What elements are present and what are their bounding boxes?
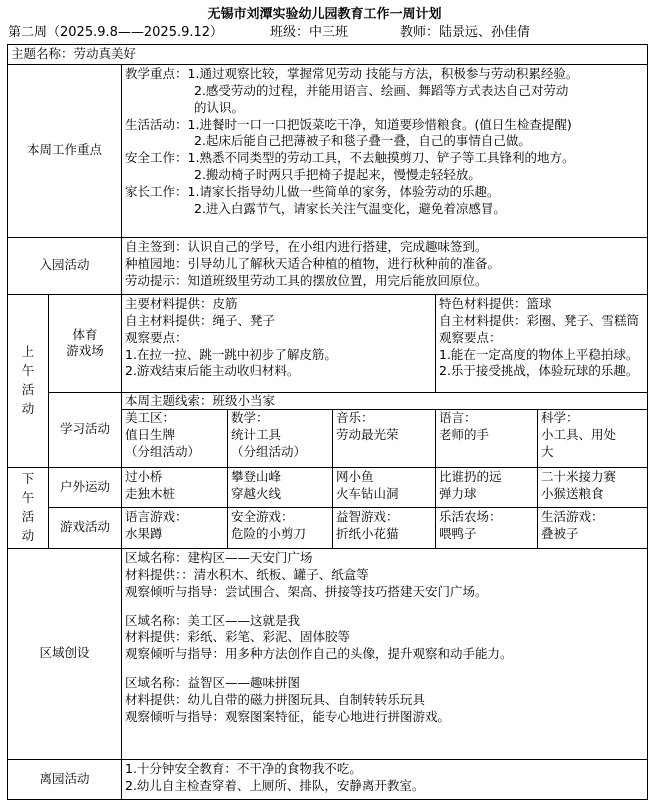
departure-line-1: 1.十分钟安全教育：不干净的食物我不吃。: [125, 760, 362, 776]
outdoor-cell-5: [538, 467, 648, 507]
sports-left-line-5: 2.游戏结束后能主动收归材料。: [125, 363, 300, 379]
study-cell-music-topic: 劳动最光荣: [336, 426, 399, 442]
area-block-2-material: 材料提供：彩纸、彩笔、彩泥、固体胶等: [125, 629, 351, 645]
study-cell-math-topic: 统计工具: [231, 426, 282, 442]
afternoon-label-char-1: 下: [21, 471, 35, 487]
area-block-3-material: 材料提供：幼儿自带的磁力拼图玩具、自制转转乐玩具: [125, 692, 426, 707]
teaching-point-2b: 的认识。: [194, 99, 245, 115]
game-cell-3-type: 益智游戏：: [336, 508, 399, 524]
morning-label: [8, 294, 49, 467]
outdoor-cell-1-line-1: 过小桥: [125, 468, 163, 484]
study-cell-art-note: （分组活动）: [125, 443, 201, 459]
study-cell-music: [333, 410, 436, 467]
afternoon-game-row: [8, 507, 648, 548]
outdoor-cell-4-line-2: 弹力球: [439, 485, 477, 501]
study-cell-music-title: 音乐：: [336, 409, 374, 425]
sports-left-line-4: 1.在拉一拉、跳一跳中初步了解皮筋。: [125, 346, 337, 362]
arrival-content: [122, 237, 648, 294]
weekly-plan-table: [7, 44, 648, 800]
plan-header: [8, 24, 648, 42]
outdoor-label: 户外运动: [49, 467, 122, 507]
arrival-label: 入园活动: [8, 237, 122, 294]
area-block-2-name: 区域名称：美工区——这就是我: [125, 612, 301, 628]
morning-label-char-2: 午: [21, 363, 35, 379]
life-point-2: 2.起床后能自己把薄被子和毯子叠一叠，自己的事情自己做。: [194, 133, 531, 149]
afternoon-label-char-2: 午: [21, 490, 35, 506]
sports-right-line-2: 自主材料提供：彩圈、凳子、雪糕筒: [439, 312, 640, 328]
outdoor-cell-2-line-1: 攀登山峰: [231, 468, 282, 484]
game-label: 游戏活动: [49, 507, 122, 548]
sports-left-line-1: 主要材料提供：皮筋: [125, 295, 238, 311]
outdoor-cell-1: [122, 467, 228, 507]
game-cell-2-type: 安全游戏：: [231, 508, 294, 524]
game-cell-5-name: 叠被子: [541, 525, 579, 541]
morning-label-char-1: 上: [21, 344, 35, 360]
study-cell-art-topic: 值日生牌: [125, 426, 176, 442]
area-block-3-name: 区域名称：益智区——趣味拼图: [125, 675, 301, 691]
page-title: 无锡市刘潭实验幼儿园教育工作一周计划: [207, 7, 442, 22]
afternoon-label-char-3: 活: [21, 508, 35, 524]
morning-study-row: [8, 392, 648, 467]
game-cell-3-name: 折纸小花猫: [336, 525, 399, 541]
parent-label: 家长工作：: [125, 184, 188, 199]
sports-label-line-2: 游戏场: [66, 343, 104, 359]
study-cell-science-topic-cont: 大: [541, 443, 554, 459]
life-point-1: 1.进餐时一口一口把饭菜吃干净，知道要珍惜粮食。(值日生检查提醒): [187, 116, 572, 132]
arrival-line-3: 劳动提示：知道班级里劳动工具的摆放位置，用完后能放回原位。: [125, 272, 488, 288]
game-cell-2: [228, 507, 333, 548]
study-cell-science-title: 科学：: [541, 409, 579, 425]
outdoor-cell-2: [228, 467, 333, 507]
game-cell-1-type: 语言游戏：: [125, 508, 188, 524]
game-cell-5: [538, 507, 648, 548]
study-label: 学习活动: [49, 392, 122, 467]
afternoon-outdoor-row: [8, 467, 648, 507]
outdoor-cell-4: [436, 467, 538, 507]
study-cell-art-title: 美工区：: [125, 409, 176, 425]
game-cell-1-name: 水果蹲: [125, 525, 163, 541]
sports-right-line-5: 2.乐于接受挑战，体验玩球的乐趣。: [439, 363, 639, 379]
focus-content: [122, 64, 648, 237]
teaching-label: 教学重点：: [125, 65, 188, 81]
outdoor-cell-5-line-1: 二十米接力赛: [541, 468, 617, 484]
game-cell-3: [333, 507, 436, 548]
study-cell-language: [436, 410, 538, 467]
area-label: 区域创设: [8, 548, 122, 759]
sports-right-line-3: 观察要点：: [439, 329, 502, 345]
game-cell-1: [122, 507, 228, 548]
life-label: 生活活动：: [125, 116, 188, 132]
area-block-2-guide: 观察倾听与指导：用多种方法创作自己的头像，提升观察和动手能力。: [125, 646, 513, 662]
teaching-point-1: 1.通过观察比较，掌握常见劳动 技能与方法，积极参与劳动积累经验。: [187, 65, 579, 81]
class-name: 班级：中三班: [270, 25, 349, 40]
study-cell-science: [538, 410, 647, 467]
safety-point-1: 1.熟悉不同类型的劳动工具，不去触摸剪刀、铲子等工具锋利的地方。: [187, 150, 575, 166]
outdoor-cell-3-line-2: 火车钻山洞: [336, 485, 399, 501]
safety-label: 安全工作：: [125, 150, 188, 166]
sports-label: [49, 294, 122, 392]
area-block-1-material: 材料提供：：清水积木、纸板、罐子、纸盒等: [125, 566, 369, 582]
morning-sports-row: [8, 294, 648, 392]
study-cell-language-title: 语言：: [439, 409, 477, 425]
week-range: 第二周（2025.9.8——2025.9.12）: [8, 25, 224, 40]
arrival-line-1: 自主签到：认识自己的学号，在小组内进行搭建，完成趣味签到。: [125, 238, 488, 254]
game-cell-4-type: 乐活农场：: [439, 508, 502, 524]
study-content: [122, 392, 648, 467]
departure-row: [8, 759, 648, 799]
study-cell-art: [122, 410, 228, 467]
teacher-names: 教师：陆景远、孙佳倩: [400, 25, 531, 40]
afternoon-label: [8, 467, 49, 548]
safety-point-2: 2.搬动椅子时两只手把椅子提起来，慢慢走轻轻放。: [194, 167, 481, 183]
area-row: [8, 548, 648, 759]
outdoor-cell-3: [333, 467, 436, 507]
departure-line-2: 2.幼儿自主检查穿着、上厕所、排队，安静离开教室。: [125, 777, 425, 793]
sports-left-line-3: 观察要点：: [125, 329, 188, 345]
focus-label: 本周工作重点: [8, 64, 122, 237]
outdoor-cell-2-line-2: 穿越火线: [231, 485, 282, 501]
area-block-3-guide: 观察倾听与指导：观察图案特征，能专心地进行拼图游戏。: [125, 708, 451, 724]
morning-label-char-3: 活: [21, 381, 35, 397]
sports-right-content: [436, 294, 648, 392]
study-cell-math-note: （分组活动）: [231, 443, 307, 459]
focus-row: [8, 64, 648, 237]
game-cell-4-name: 喂鸭子: [439, 525, 477, 541]
area-content: [122, 548, 648, 759]
study-cell-math-title: 数学：: [231, 409, 269, 425]
teaching-point-2a: 2.感受劳动的过程，并能用语言、绘画、舞蹈等方式表达自己对劳动: [194, 82, 569, 98]
area-block-1-guide: 观察倾听与指导：尝试围合、架高、拼接等技巧搭建天安门广场。: [125, 583, 488, 599]
departure-label: 离园活动: [8, 759, 122, 799]
outdoor-cell-5-line-2: 小猴送粮食: [541, 485, 604, 501]
sports-right-line-1: 特色材料提供：篮球: [439, 295, 552, 311]
study-cells: [122, 410, 647, 467]
study-cell-science-topic: 小工具、用处: [541, 426, 617, 442]
afternoon-label-char-4: 动: [21, 527, 35, 543]
morning-label-char-4: 动: [21, 400, 35, 416]
area-block-1-name: 区域名称：建构区——天安门广场: [125, 549, 313, 565]
outdoor-cell-3-line-1: 网小鱼: [336, 468, 374, 484]
parent-point-2: 2.进入白露节气，请家长关注气温变化，避免着凉感冒。: [194, 200, 506, 216]
sports-label-line-1: 体育: [72, 326, 98, 342]
arrival-row: [8, 237, 648, 294]
sports-left-line-2: 自主材料提供：绳子、凳子: [125, 312, 276, 328]
game-cell-2-name: 危险的小剪刀: [231, 525, 307, 541]
theme-name: 主题名称：劳动真美好: [8, 45, 648, 65]
game-cell-5-type: 生活游戏：: [541, 508, 604, 524]
arrival-line-2: 种植园地：引导幼儿了解秋天适合种植的植物，进行秋种前的准备。: [125, 255, 501, 271]
study-cell-math: [228, 410, 333, 467]
outdoor-cell-4-line-1: 比谁扔的远: [439, 468, 502, 484]
parent-point-1: 1.请家长指导幼儿做一些简单的家务，体验劳动的乐趣。: [187, 184, 500, 199]
game-cell-4: [436, 507, 538, 548]
theme-row: [8, 45, 648, 65]
sports-left-content: [122, 294, 436, 392]
departure-content: [122, 759, 648, 799]
sports-right-line-4: 1.能在一定高度的物体上平稳拍球。: [439, 346, 639, 362]
study-theme: 本周主题线索：班级小当家: [122, 393, 647, 410]
study-cell-language-topic: 老师的手: [439, 426, 490, 442]
outdoor-cell-1-line-2: 走独木桩: [125, 485, 176, 501]
